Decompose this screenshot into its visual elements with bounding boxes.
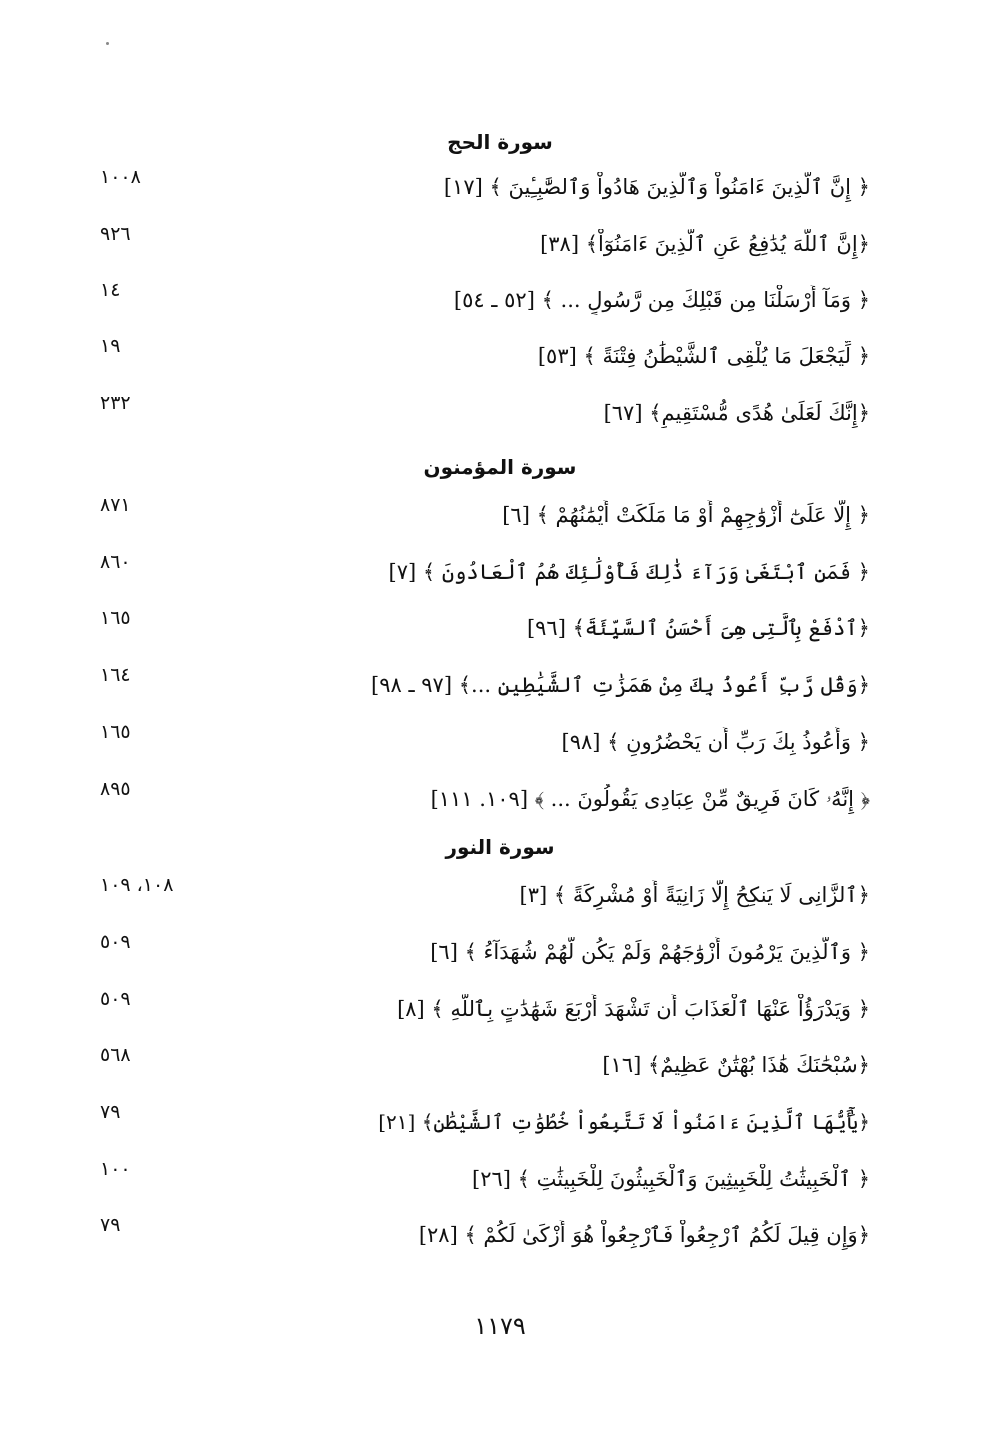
section-title-al-hajj: سورة الحج	[447, 130, 553, 154]
index-entry	[100, 1158, 870, 1204]
verse-text: ﴿ٱلزَّانِى لَا يَنكِحُ إِلَّا زَانِيَةً أَوْ مُشْرِكَةً ﴾ [٣]	[519, 883, 870, 907]
section-title-an-nur: سورة النور	[445, 835, 555, 859]
page-reference: ١٩	[100, 335, 121, 357]
page-reference: ٢٣٢	[100, 392, 131, 414]
index-entry	[100, 1044, 870, 1090]
verse-text: ﴿ وَيَدْرَؤُاْ عَنْهَا ٱلْعَذَابَ أَن تَشْهَدَ أَرْبَعَ شَهَٰدَٰتٍ بِٱللَّهِ ﴾ [٨]	[397, 997, 870, 1021]
verse-text: ﴿إِنَّ ٱللَّهَ يُدَٰفِعُ عَنِ ٱلَّذِينَ ءَامَنُوٓاْ﴾ [٣٨]	[540, 232, 870, 256]
verse-text: ﴿ وَٱلَّذِينَ يَرْمُونَ أَزْوَٰجَهُمْ وَلَمْ يَكُن لَّهُمْ شُهَدَآءُ ﴾ [٦]	[430, 940, 870, 964]
verse-text: ﴿يَٰٓأَيُّهَا ٱلَّذِينَ ءَامَنُواْ لَا تَتَّبِعُواْ خُطُوَٰتِ ٱلشَّيْطَٰنِ﴾ [٢١]	[378, 1110, 870, 1134]
verse-text: ﴿ فَمَنِ ٱبْتَغَىٰ وَرَآءَ ذَٰلِكَ فَأُوْلَٰٓئِكَ هُمُ ٱلْعَادُونَ ﴾ [٧]	[388, 560, 870, 584]
verse-text: ﴿سُبْحَٰنَكَ هَٰذَا بُهْتَٰنٌ عَظِيمٌ﴾ [١٦]	[602, 1053, 870, 1077]
page-reference: ٥٠٩	[100, 931, 131, 953]
verse-text: ﴿ وَأَعُوذُ بِكَ رَبِّ أَن يَحْضُرُونِ ﴾ [٩٨]	[561, 730, 870, 754]
index-entry	[100, 1214, 870, 1260]
verse-text: ﴿ لِّيَجْعَلَ مَا يُلْقِى ٱلشَّيْطَٰنُ فِتْنَةً ﴾ [٥٣]	[537, 344, 870, 368]
page-reference: ٨٦٠	[100, 551, 131, 573]
page-reference: ١٦٤	[100, 664, 131, 686]
page-reference: ١٠٠٨	[100, 166, 141, 188]
verse-text: ﴿ٱدْفَعْ بِٱلَّتِى هِىَ أَحْسَنُ ٱلسَّيِّئَةَ﴾ [٩٦]	[526, 616, 870, 640]
page-reference: ١٦٥	[100, 721, 131, 743]
verse-text: ﴿وَقُل رَّبِّ أَعُوذُ بِكَ مِنْ هَمَزَٰتِ ٱلشَّيَٰطِينِ ...﴾ [٩٧ ـ ٩٨]	[371, 673, 870, 697]
index-entry	[100, 664, 870, 710]
page-reference: ١٠٠	[100, 1158, 131, 1180]
verse-text: ﴿ إِنَّ ٱلَّذِينَ ءَامَنُواْ وَٱلَّذِينَ هَادُواْ وَٱلصَّٰبِـِٔينَ ﴾ [١٧]	[443, 175, 870, 199]
index-entry	[100, 778, 870, 824]
index-entry	[100, 392, 870, 438]
page-reference: ١٦٥	[100, 607, 131, 629]
verse-text: ﴿ إِنَّهُۥ كَانَ فَرِيقٌ مِّنْ عِبَادِى يَقُولُونَ ... ﴾ [١٠٩. ١١١]	[430, 787, 870, 811]
index-entry	[100, 335, 870, 381]
verse-text: ﴿وَإِن قِيلَ لَكُمُ ٱرْجِعُواْ فَٱرْجِعُواْ هُوَ أَزْكَىٰ لَكُمْ ﴾ [٢٨]	[418, 1223, 870, 1247]
index-entry	[100, 721, 870, 767]
index-entry	[100, 166, 870, 212]
page-number: ١١٧٩	[474, 1312, 526, 1340]
verse-text: ﴿ وَمَآ أَرْسَلْنَا مِن قَبْلِكَ مِن رَّسُولٍ ... ﴾ [٥٢ ـ ٥٤]	[453, 288, 870, 312]
page-reference: ١٤	[100, 279, 121, 301]
index-entry	[100, 223, 870, 269]
index-entry	[100, 988, 870, 1034]
page-reference: ٩٢٦	[100, 223, 131, 245]
index-entry	[100, 607, 870, 653]
index-entry	[100, 551, 870, 597]
page-reference: ٨٧١	[100, 494, 131, 516]
page-reference: ٥٦٨	[100, 1044, 131, 1066]
page-reference: ٧٩	[100, 1101, 121, 1123]
index-entry	[100, 279, 870, 325]
verse-text: ﴿ ٱلْخَبِيثَٰتُ لِلْخَبِيثِينَ وَٱلْخَبِيثُونَ لِلْخَبِيثَٰتِ ﴾ [٢٦]	[472, 1167, 870, 1191]
verse-text: ﴿إِنَّكَ لَعَلَىٰ هُدًى مُّسْتَقِيمٍ﴾ [٦٧]	[603, 401, 870, 425]
section-title-al-muminun: سورة المؤمنون	[423, 455, 577, 479]
index-entry	[100, 494, 870, 540]
index-entry	[100, 931, 870, 977]
page-reference: ٥٠٩	[100, 988, 131, 1010]
page-reference: ١٠٨، ١٠٩	[100, 874, 174, 896]
index-entry	[100, 1101, 870, 1147]
page-reference: ٨٩٥	[100, 778, 131, 800]
index-entry	[100, 874, 870, 920]
verse-text: ﴿ إِلَّا عَلَىٰٓ أَزْوَٰجِهِمْ أَوْ مَا مَلَكَتْ أَيْمَٰنُهُمْ ﴾ [٦]	[502, 503, 870, 527]
scan-speck	[106, 42, 109, 45]
page-reference: ٧٩	[100, 1214, 121, 1236]
